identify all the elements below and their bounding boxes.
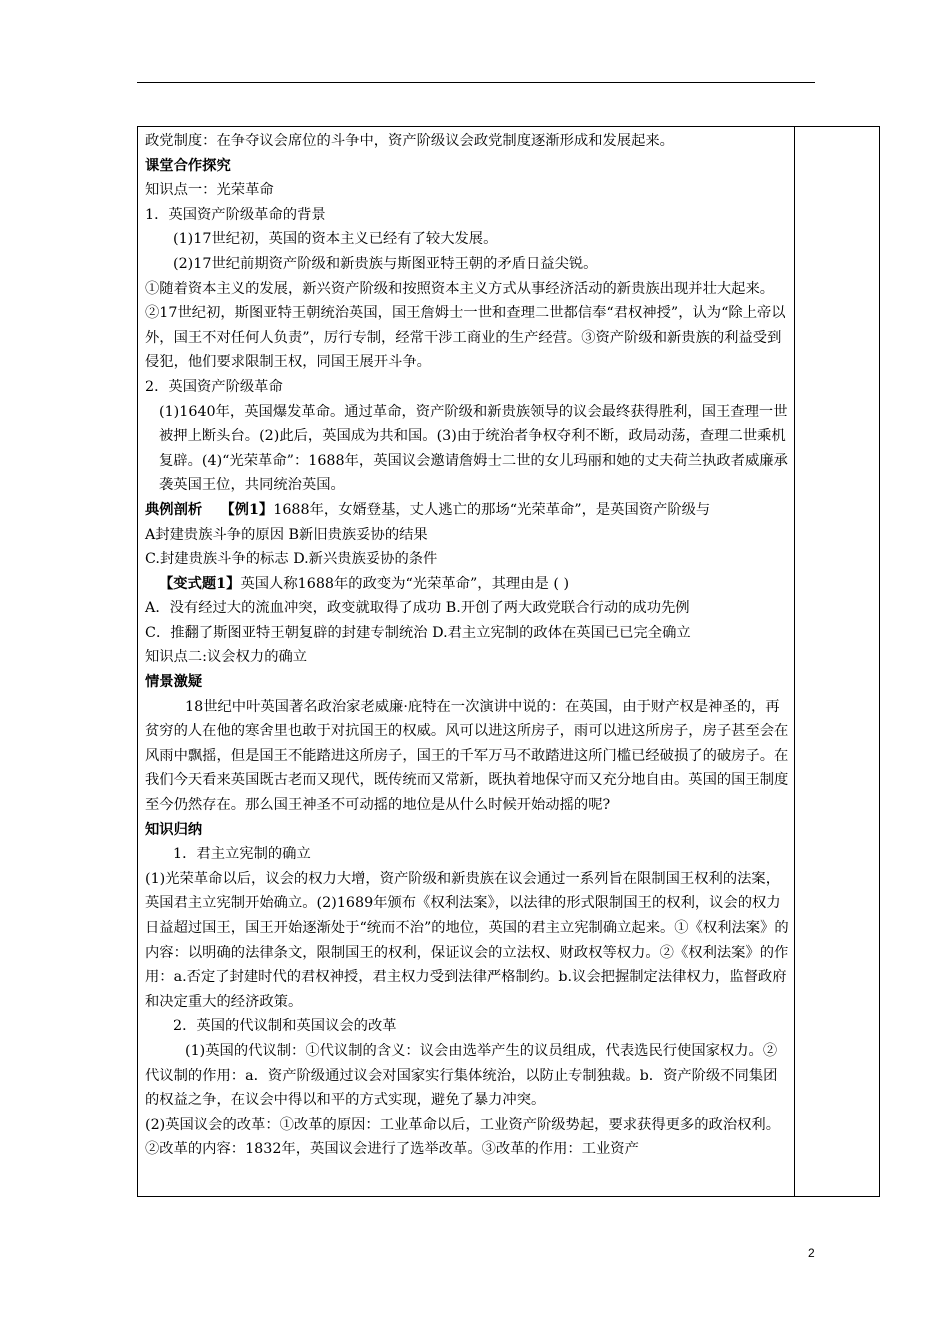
item-heading: 2．英国资产阶级革命 (145, 378, 283, 395)
paragraph: 18世纪中叶英国著名政治家老威廉·庇特在一次演讲中说的：在英国，由于财产权是神圣的，再贫穷的人在他的寒舍里也敢于对抗国王的权威。风可以进这所房子，雨可以进这所房子，房子甚至会在风雨中飘摇，但是国王不能踏进这所房子，国王的千军万马不敢踏进这所门槛已经破损了的破房子。在我们今天看来英国既古老而又现代，既传统而又常新，既执着地保守而又充分地自由。英国的国王制度至今仍然存在。那么国王神圣不可动摇的地位是从什么时候开始动摇的呢? (145, 698, 789, 814)
item-heading: 1．君主立宪制的确立 (173, 846, 311, 863)
text-line: (2)17世纪前期资产阶级和新贵族与斯图亚特王朝的矛盾日益尖锐。 (173, 255, 598, 272)
subsection-heading: 知识点一：光荣革命 (145, 182, 274, 199)
option-line: C．推翻了斯图亚特王朝复辟的封建专制统治 D.君主立宪制的政体在英国已已完全确立 (145, 624, 691, 641)
paragraph: (2)英国议会的改革：①改革的原因：工业革命以后，工业资产阶级势起，要求获得更多的政治权利。②改革的内容：1832年，英国议会进行了选举改革。③改革的作用：工业资产 (145, 1116, 781, 1158)
example-label: 【例1】 (220, 501, 274, 518)
variant-line (145, 572, 790, 597)
paragraph: (1)1640年，英国爆发革命。通过革命，资产阶级和新贵族领导的议会最终获得胜利，国王查理一世被押上断头台。(2)此后，英国成为共和国。(3)由于统治者争权夺利不断，政局动荡，查理二世乘机复辟。(4)“光荣革命”：1688年，英国议会邀请詹姆士二世的女儿玛丽和她的丈夫荷兰执政者威廉承袭英国王位，共同统治英国。 (159, 403, 788, 494)
section-heading: 课堂合作探究 (145, 157, 231, 174)
variant-label: 【变式题1】 (159, 575, 241, 592)
text-line: (1)17世纪初，英国的资本主义已经有了较大发展。 (173, 231, 498, 248)
option-line: C.封建贵族斗争的标志 D.新兴贵族妥协的条件 (145, 551, 438, 568)
document-body (145, 129, 790, 1162)
variant-question: 英国人称1688年的政变为“光荣革命”，其理由是 ( ) (240, 575, 570, 592)
section-heading: 情景激疑 (145, 674, 203, 691)
paragraph: ①随着资本主义的发展，新兴资产阶级和按照资本主义方式从事经济活动的新贵族出现并壮大起来。②17世纪初，斯图亚特王朝统治英国，国王詹姆士一世和查理二世都信奉“君权神授”，认为“除上帝以外，国王不对任何人负责”，厉行专制，经常干涉工商业的生产经营。③资产阶级和新贵族的利益受到侵犯，他们要求限制王权，同国王展开斗争。 (145, 280, 786, 371)
section-heading: 知识归纳 (145, 821, 203, 838)
example-question: 1688年，女婿登基，丈人逃亡的那场“光荣革命”，是英国资产阶级与 (273, 501, 711, 518)
paragraph: (1)光荣革命以后，议会的权力大增，资产阶级和新贵族在议会通过一系列旨在限制国王权利的法案，英国君主立宪制开始确立。(2)1689年颁布《权利法案》，以法律的形式限制国王的权利，议会的权力日益超过国王，国王开始逐渐处于“统而不治”的地位，英国的君主立宪制确立起来。①《权利法案》的内容：以明确的法律条文，限制国王的权利，保证议会的立法权、财政权等权力。②《权利法案》的作用：a.否定了封建时代的君权神授，君主权力受到法律严格制约。b.议会把握制定法律权力，监督政府和决定重大的经济政策。 (145, 870, 789, 1010)
option-line: A封建贵族斗争的原因 B新旧贵族妥协的结果 (145, 526, 428, 543)
example-line (145, 498, 790, 523)
item-heading: 2．英国的代议制和英国议会的改革 (173, 1018, 397, 1035)
item-heading: 1．英国资产阶级革命的背景 (145, 206, 326, 223)
notes-column (795, 126, 880, 1197)
page-number: 2 (808, 1246, 815, 1260)
header-rule (137, 82, 815, 83)
text-line: 政党制度：在争夺议会席位的斗争中，资产阶级议会政党制度逐渐形成和发展起来。 (145, 133, 674, 149)
option-line: A．没有经过大的流血冲突，政变就取得了成功 B.开创了两大政党联合行动的成功先例 (145, 600, 690, 617)
subsection-heading: 知识点二:议会权力的确立 (145, 649, 308, 666)
section-heading: 典例剖析 (145, 501, 203, 518)
paragraph: (1)英国的代议制：①代议制的含义：议会由选举产生的议员组成，代表选民行使国家权力。②代议制的作用：a．资产阶级通过议会对国家实行集体统治，以防止专制独裁。b．资产阶级不同集团的权益之争，在议会中得以和平的方式实现，避免了暴力冲突。 (145, 1042, 778, 1109)
